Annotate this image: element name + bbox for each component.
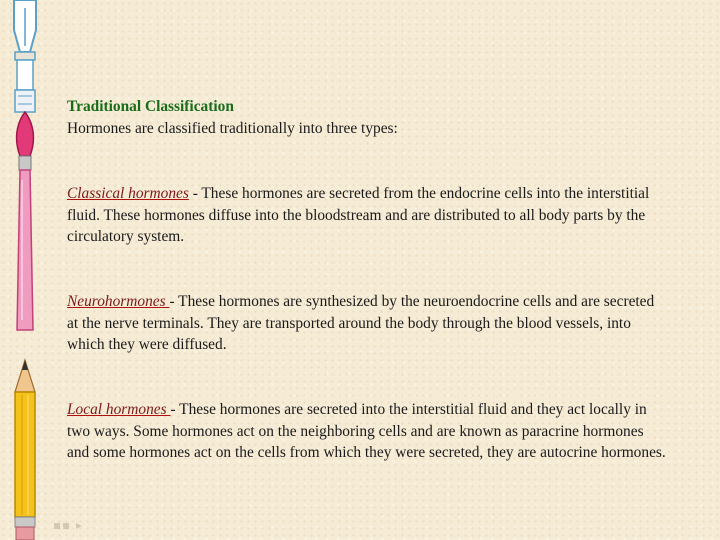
term-neurohormones: Neurohormones: [67, 293, 170, 310]
paragraph-classical-hormones: [67, 183, 667, 248]
stationery-decoration: [0, 0, 50, 540]
slide-title: Traditional Classification: [67, 98, 234, 115]
definition-neurohormones: - These hormones are synthesized by the neuroendocrine cells and are secreted at the nerve terminals. They are transported around the body through the blood vessels, into which they were diffused.: [67, 293, 655, 353]
paragraph-local-hormones: [67, 399, 667, 464]
term-local-hormones: Local hormones: [67, 401, 171, 418]
definition-classical-hormones: - These hormones are secreted from the endocrine cells into the interstitial fluid. These hormones diffuse into the bloodstream and are distributed to all body parts by the circulatory system.: [67, 185, 650, 245]
slide-nav-marks: [54, 521, 94, 531]
slide-content: [67, 96, 667, 461]
term-classical-hormones: Classical hormones: [67, 185, 189, 202]
pencil-icon: [15, 360, 35, 540]
paintbrush-icon: [17, 112, 34, 330]
definition-local-hormones: - These hormones are secreted into the interstitial fluid and they act locally in two ways. Some hormones act on the neighboring cells and are known as paracrine hormones and some hormones act on the cells from which they were secreted, they are autocrine hormones.: [67, 401, 666, 461]
paragraph-neurohormones: [67, 291, 667, 356]
slide-intro: Hormones are classified traditionally into three types:: [67, 119, 398, 137]
pen-nib-icon: [14, 0, 36, 112]
